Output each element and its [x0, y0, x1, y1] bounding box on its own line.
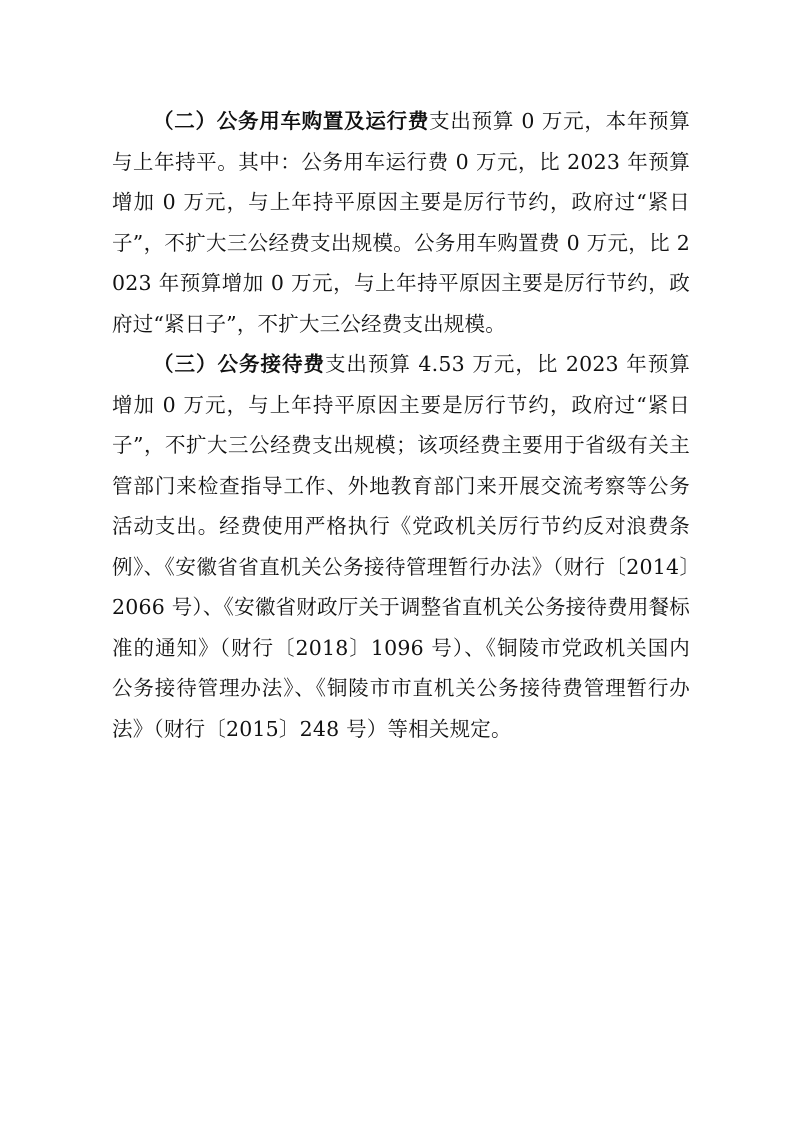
section-heading-vehicle: （二）公务用车购置及运行费 — [153, 109, 430, 133]
paragraph-text-reception: 支出预算 4.53 万元，比 2023 年预算增加 0 万元，与上年持平原因主要是厉行节约，政府过“紧日子”，不扩大三公经费支出规模；该项经费主要用于省级有关主管部门来检查指导工作、外地教育部门来开展交流考察等公务活动支出。经费使用严格执行《党政机关厉行节约反对浪费条例》、《安徽省省直机关公务接待管理暂行办法》（财行〔2014〕2066 号）、《安徽省财政厅关于调整省直机关公务接待费用餐标准的通知》（财行〔2018〕1096 号）、《铜陵市党政机关国内公务接待管理办法》、《铜陵市市直机关公务接待费管理暂行办法》（财行〔2015〕248 号）等相关规定。 — [112, 352, 690, 741]
paragraph-vehicle-expenses — [112, 101, 690, 344]
paragraph-reception-expenses — [112, 344, 690, 749]
section-heading-reception: （三）公务接待费 — [153, 352, 325, 376]
paragraph-text-vehicle: 支出预算 0 万元，本年预算与上年持平。其中：公务用车运行费 0 万元，比 2023 年预算增加 0 万元，与上年持平原因主要是厉行节约，政府过“紧日子”，不扩大三公经费支出规模。公务用车购置费 0 万元，比 2023 年预算增加 0 万元，与上年持平原因主要是厉行节约，政府过“紧日子”，不扩大三公经费支出规模。 — [112, 109, 691, 336]
document-body — [112, 101, 690, 749]
